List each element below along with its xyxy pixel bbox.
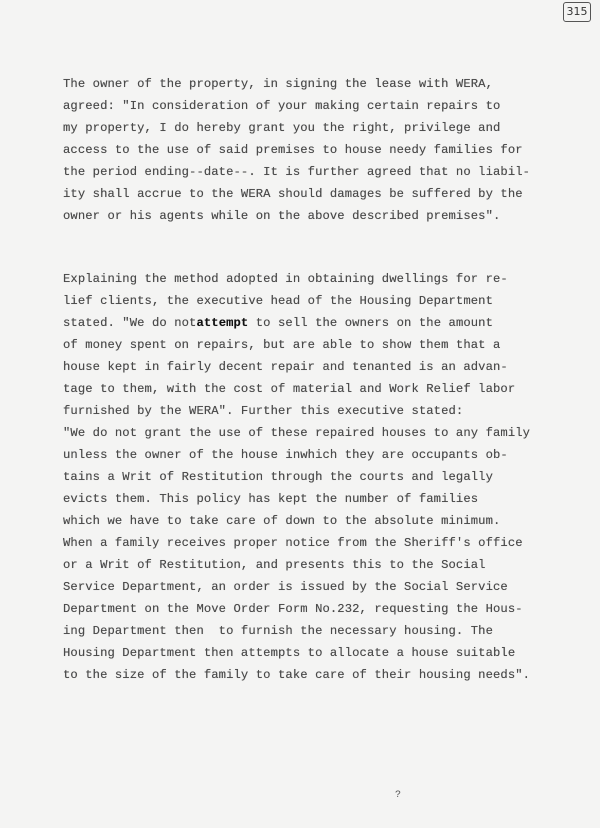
page-number: 315	[563, 2, 591, 22]
paragraph-1	[63, 73, 563, 227]
text-line: Department on the Move Order Form No.232, requesting the Hous-	[63, 602, 523, 616]
text-line: ity shall accrue to the WERA should damages be suffered by the	[63, 187, 523, 201]
text-line: house kept in fairly decent repair and tenanted is an advan-	[63, 360, 508, 374]
text-line: Service Department, an order is issued by the Social Service	[63, 580, 508, 594]
text-fragment: stated. "We do not	[63, 316, 197, 330]
text-line: to the size of the family to take care of their housing needs".	[63, 668, 531, 682]
handwritten-insertion: attempt	[196, 316, 249, 330]
text-line: Housing Department then attempts to allocate a house suitable	[63, 646, 516, 660]
text-line: furnished by the WERA". Further this executive stated:	[63, 404, 464, 418]
text-fragment: to sell the owners on the amount	[248, 316, 494, 330]
text-line: When a family receives proper notice from the Sheriff's office	[63, 536, 523, 550]
text-line: unless the owner of the house inwhich they are occupants ob-	[63, 448, 508, 462]
text-line: evicts them. This policy has kept the number of families	[63, 492, 479, 506]
text-line: ing Department then to furnish the necessary housing. The	[63, 624, 493, 638]
text-line: Explaining the method adopted in obtaining dwellings for re-	[63, 272, 508, 286]
paragraph-2	[63, 268, 563, 686]
text-line: access to the use of said premises to house needy families for	[63, 143, 523, 157]
text-line: lief clients, the executive head of the Housing Department	[63, 294, 493, 308]
text-line: tains a Writ of Restitution through the courts and legally	[63, 470, 493, 484]
paragraph-2-body	[63, 334, 563, 686]
text-line: owner or his agents while on the above described premises".	[63, 209, 501, 223]
text-line: tage to them, with the cost of material and Work Relief labor	[63, 382, 516, 396]
text-line: my property, I do hereby grant you the right, privilege and	[63, 121, 501, 135]
text-line: of money spent on repairs, but are able to show them that a	[63, 338, 501, 352]
bottom-mark: ?	[395, 790, 402, 801]
text-line: "We do not grant the use of these repaired houses to any family	[63, 426, 531, 440]
text-line: or a Writ of Restitution, and presents this to the Social	[63, 558, 486, 572]
text-line-with-insertion	[63, 312, 563, 334]
text-line: agreed: "In consideration of your making certain repairs to	[63, 99, 501, 113]
text-line: The owner of the property, in signing the lease with WERA,	[63, 77, 493, 91]
text-line: the period ending--date--. It is further agreed that no liabil-	[63, 165, 531, 179]
text-line: which we have to take care of down to the absolute minimum.	[63, 514, 501, 528]
